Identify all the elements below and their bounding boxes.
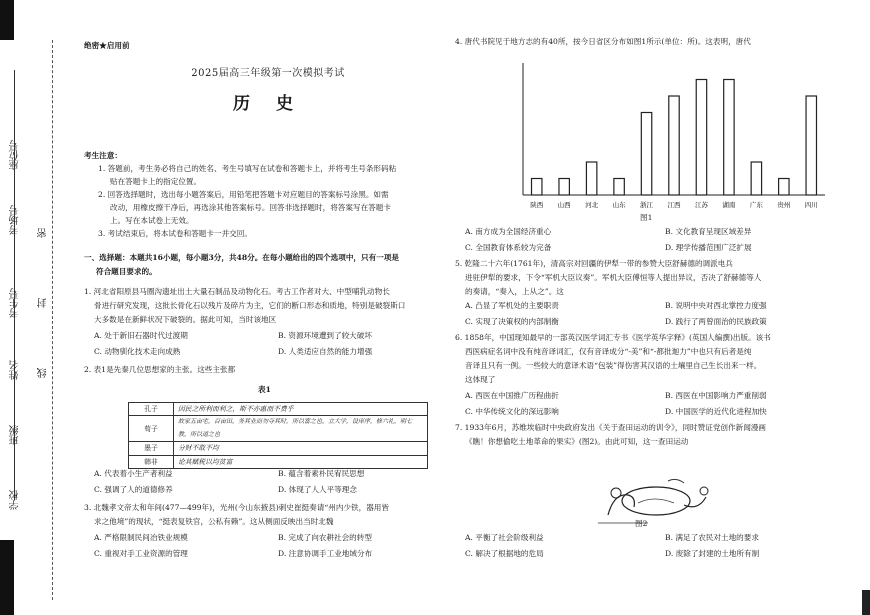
table-row (129, 442, 428, 455)
q6-option-c[interactable]: C. 中华传统文化的深远影响 (465, 407, 559, 416)
edge-mark (862, 590, 870, 615)
q4-option-a[interactable]: A. 南方成为全国经济重心 (465, 227, 552, 236)
x-tick-label: 陕西 (530, 201, 544, 209)
q1-stem: 骨进行研究发现，这批长骨化石以残片及碎片为主，它们的断口形态和质地，特别是破裂斯口 (94, 301, 406, 310)
q6-option-b[interactable]: B. 西医在中国影响力严重削弱 (665, 391, 767, 400)
q7-stem: 《瞧！你想偷吃土地革命的果实》(图2)。由此可知，这一查田运动 (465, 437, 689, 446)
table-cell: 荀子 (129, 416, 174, 442)
q2-stem: 2. 表1是先秦几位思想家的主张。这些主张都 (84, 365, 236, 374)
q3-stem: 3. 北魏孝文帝太和年间(477—499年)，光州(今山东掖县)刺史崔挺奏请“州内少铁，器用皆 (84, 503, 389, 512)
subject-title: 历 史 (233, 94, 303, 114)
q6-stem: 这体现了 (465, 375, 496, 384)
q1-option-b[interactable]: B. 资源环境遭到了较大破坏 (278, 331, 372, 340)
q5-stem: 的奏请，“奏入，上从之”。这 (465, 287, 564, 296)
section-intro: 一、选择题：本题共16小题，每小题3分，共48分。在每小题给出的四个选项中，只有一项是 (84, 253, 399, 262)
bar-浙江 (641, 113, 651, 196)
class-label: 班级 (10, 425, 21, 445)
q1-option-a[interactable]: A. 处于新旧石器时代过渡期 (94, 331, 188, 340)
bar-湖南 (724, 80, 734, 196)
q6-stem: 音译且只有一例。一些较大的意译术语“包装”得伤害其汉语的土壤里自己生长出来一样。 (465, 361, 762, 370)
cartoon-illustration (588, 475, 718, 527)
q1-option-d[interactable]: D. 人类适应自然的能力增强 (278, 347, 373, 356)
bar-贵州 (779, 179, 789, 196)
school-label: 学校 (10, 490, 21, 510)
notice-title: 考生注意： (84, 151, 122, 160)
table-cell: 故家五亩宅，百亩田，务其业而勿夺其时，所以富之也，立大学，设庠序，修六礼，明七教，所以道之也 (174, 416, 428, 442)
x-tick-label: 山西 (557, 201, 571, 209)
q6-stem: 6. 1858年，中国现知最早的一部英汉医学词汇专书《医学英华字释》(英国人编撰)出版。该书 (455, 333, 771, 342)
q5-option-d[interactable]: D. 践行了两曾面治的民族政策 (665, 317, 767, 326)
q3-option-b[interactable]: B. 完成了向农耕社会的转型 (278, 533, 372, 542)
name-label: 姓名 (10, 360, 21, 380)
binding-mark (0, 0, 14, 40)
table-caption: 表1 (258, 385, 271, 394)
binding-strip (0, 0, 70, 615)
figure-caption: 图1 (640, 213, 653, 222)
q7-stem: 7. 1933年6月，苏维埃临时中央政府发出《关于查田运动的训令》，同时赞证党创作新闻漫画 (455, 423, 766, 432)
table-cell: 论其赋税以均贫富 (174, 455, 428, 468)
bar-河北 (586, 162, 596, 195)
table-cell: 分财不敢不均 (174, 442, 428, 455)
bar-江苏 (696, 80, 706, 196)
bar-chart (495, 55, 835, 215)
q3-stem: 求之他境”的现状，“挺表复铁官，公私有赖”。这从侧面反映出当时北魏 (94, 517, 334, 526)
notice-line: 贴在答题卡上的指定位置。 (110, 177, 202, 186)
q5-option-b[interactable]: B. 说明中央对西北掌控力度强 (665, 301, 767, 310)
chart-svg (495, 55, 835, 215)
seat-number-label: 座位号 (10, 140, 21, 170)
exam-title: 2025届高三年级第一次模拟考试 (191, 68, 345, 79)
seal-char: 线 (38, 368, 49, 378)
q2-option-c[interactable]: C. 强调了人的道德修养 (94, 485, 173, 494)
q4-option-d[interactable]: D. 理学传播范围广泛扩展 (665, 243, 752, 252)
cut-line (52, 40, 53, 600)
notice-line: 上。写在本试卷上无效。 (110, 216, 194, 225)
q4-option-b[interactable]: B. 文化教育呈现区域差异 (665, 227, 752, 236)
q5-stem: 5. 乾隆二十六年(1761年)，清高宗对回疆的伊犁一带的参赞大臣舒赫德的调派电兵 (455, 259, 733, 268)
q4-option-c[interactable]: C. 全国教育体系较为完备 (465, 243, 552, 252)
notice-line: 改动，用橡皮擦干净后，再选涂其他答案标号。回答非选择题时，将答案写在答题卡 (110, 203, 391, 212)
table-cell: 墨子 (129, 442, 174, 455)
q1-stem: 大多数是在新鲜状况下破裂的。据此可知，当时该地区 (94, 315, 277, 324)
q4-stem: 4. 唐代书院见于地方志的有40所，按今日省区分布如图1所示(单位：所)。这表明，唐代 (455, 37, 751, 46)
x-tick-label: 江西 (667, 201, 681, 209)
table-row (129, 455, 428, 468)
secret-mark: 绝密★启用前 (84, 41, 130, 50)
x-tick-label: 贵州 (777, 201, 791, 209)
x-tick-label: 浙江 (640, 201, 654, 209)
x-tick-label: 四川 (804, 201, 818, 209)
notice-line: 2. 回答选择题时，选出每小题答案后，用铅笔把答题卡对应题目的答案标号涂黑。如需 (98, 190, 389, 199)
notice-line: 1. 答题前，考生务必将自己的姓名、考生号填写在试卷和答题卡上，并将考生号条形码粘 (98, 164, 397, 173)
notice-line: 3. 考试结束后，将本试卷和答题卡一并交回。 (98, 229, 252, 238)
binding-mark (0, 540, 14, 615)
q3-option-d[interactable]: D. 注意协调手工业地域分布 (278, 549, 373, 558)
bar-山西 (559, 179, 569, 196)
table-cell: 韩非 (129, 455, 174, 468)
bar-四川 (806, 96, 816, 195)
table-cell: 因民之所利而利之，斯不亦惠而不费乎 (174, 403, 428, 416)
x-tick-label: 江苏 (694, 201, 708, 209)
table-cell: 孔子 (129, 403, 174, 416)
q6-stem: 西医病症名词中没有纯音译词汇，仅有音译成分“-美”和“-都批迦力”中也只有后者是纯 (465, 347, 752, 356)
q5-option-a[interactable]: A. 凸显了军机处的主要职责 (465, 301, 559, 310)
x-tick-label: 湖南 (722, 201, 736, 209)
x-tick-label: 广东 (749, 201, 763, 209)
bar-江西 (669, 96, 679, 195)
figure-caption: 图2 (635, 519, 648, 528)
q7-option-d[interactable]: D. 废除了封建的土地所有制 (665, 549, 760, 558)
q3-option-c[interactable]: C. 重视对手工业资源的管理 (94, 549, 188, 558)
q1-option-c[interactable]: C. 动物驯化技术走向成熟 (94, 347, 181, 356)
q5-stem: 进驻伊犁的要求，下令“军机大臣议奏”。军机大臣傅恒等人提出异议，否决了舒赫德等人 (465, 273, 762, 282)
table-row (129, 416, 428, 442)
q7-option-a[interactable]: A. 平衡了社会阶级利益 (465, 533, 544, 542)
exam-room-label: 考场号 (10, 205, 21, 235)
q2-option-d[interactable]: D. 体现了人人平等理念 (278, 485, 357, 494)
bar-陕西 (532, 179, 542, 196)
q6-option-d[interactable]: D. 中国医学的近代化进程加快 (665, 407, 767, 416)
q5-option-c[interactable]: C. 实现了决策权的内部制衡 (465, 317, 559, 326)
q7-option-b[interactable]: B. 满足了农民对土地的要求 (665, 533, 759, 542)
x-tick-label: 山东 (612, 201, 626, 209)
bar-广东 (751, 162, 761, 195)
cartoon-figure (588, 475, 718, 527)
seal-char: 密 (38, 228, 49, 238)
section-intro: 符合题目要求的。 (96, 267, 157, 276)
q3-option-a[interactable]: A. 严格限制民间冶铁业规模 (94, 533, 188, 542)
q7-option-c[interactable]: C. 解决了根据地的危局 (465, 549, 544, 558)
x-tick-label: 河北 (585, 201, 599, 209)
q2-option-b[interactable]: B. 蕴含着素朴民宥民思想 (278, 469, 365, 478)
bar-山东 (614, 179, 624, 196)
table-row (129, 403, 428, 416)
seal-char: 封 (38, 298, 49, 308)
thinkers-table (128, 402, 428, 469)
exam-id-label: 考生号 (10, 288, 21, 318)
q2-option-a[interactable]: A. 代表着小生产者利益 (94, 469, 173, 478)
q1-stem: 1. 河北省阳原县马圈沟遗址出土大量石制品及动物化石。考古工作者对大、中型哺乳动物长 (84, 287, 390, 296)
q6-option-a[interactable]: A. 西医在中国推广历程曲折 (465, 391, 559, 400)
